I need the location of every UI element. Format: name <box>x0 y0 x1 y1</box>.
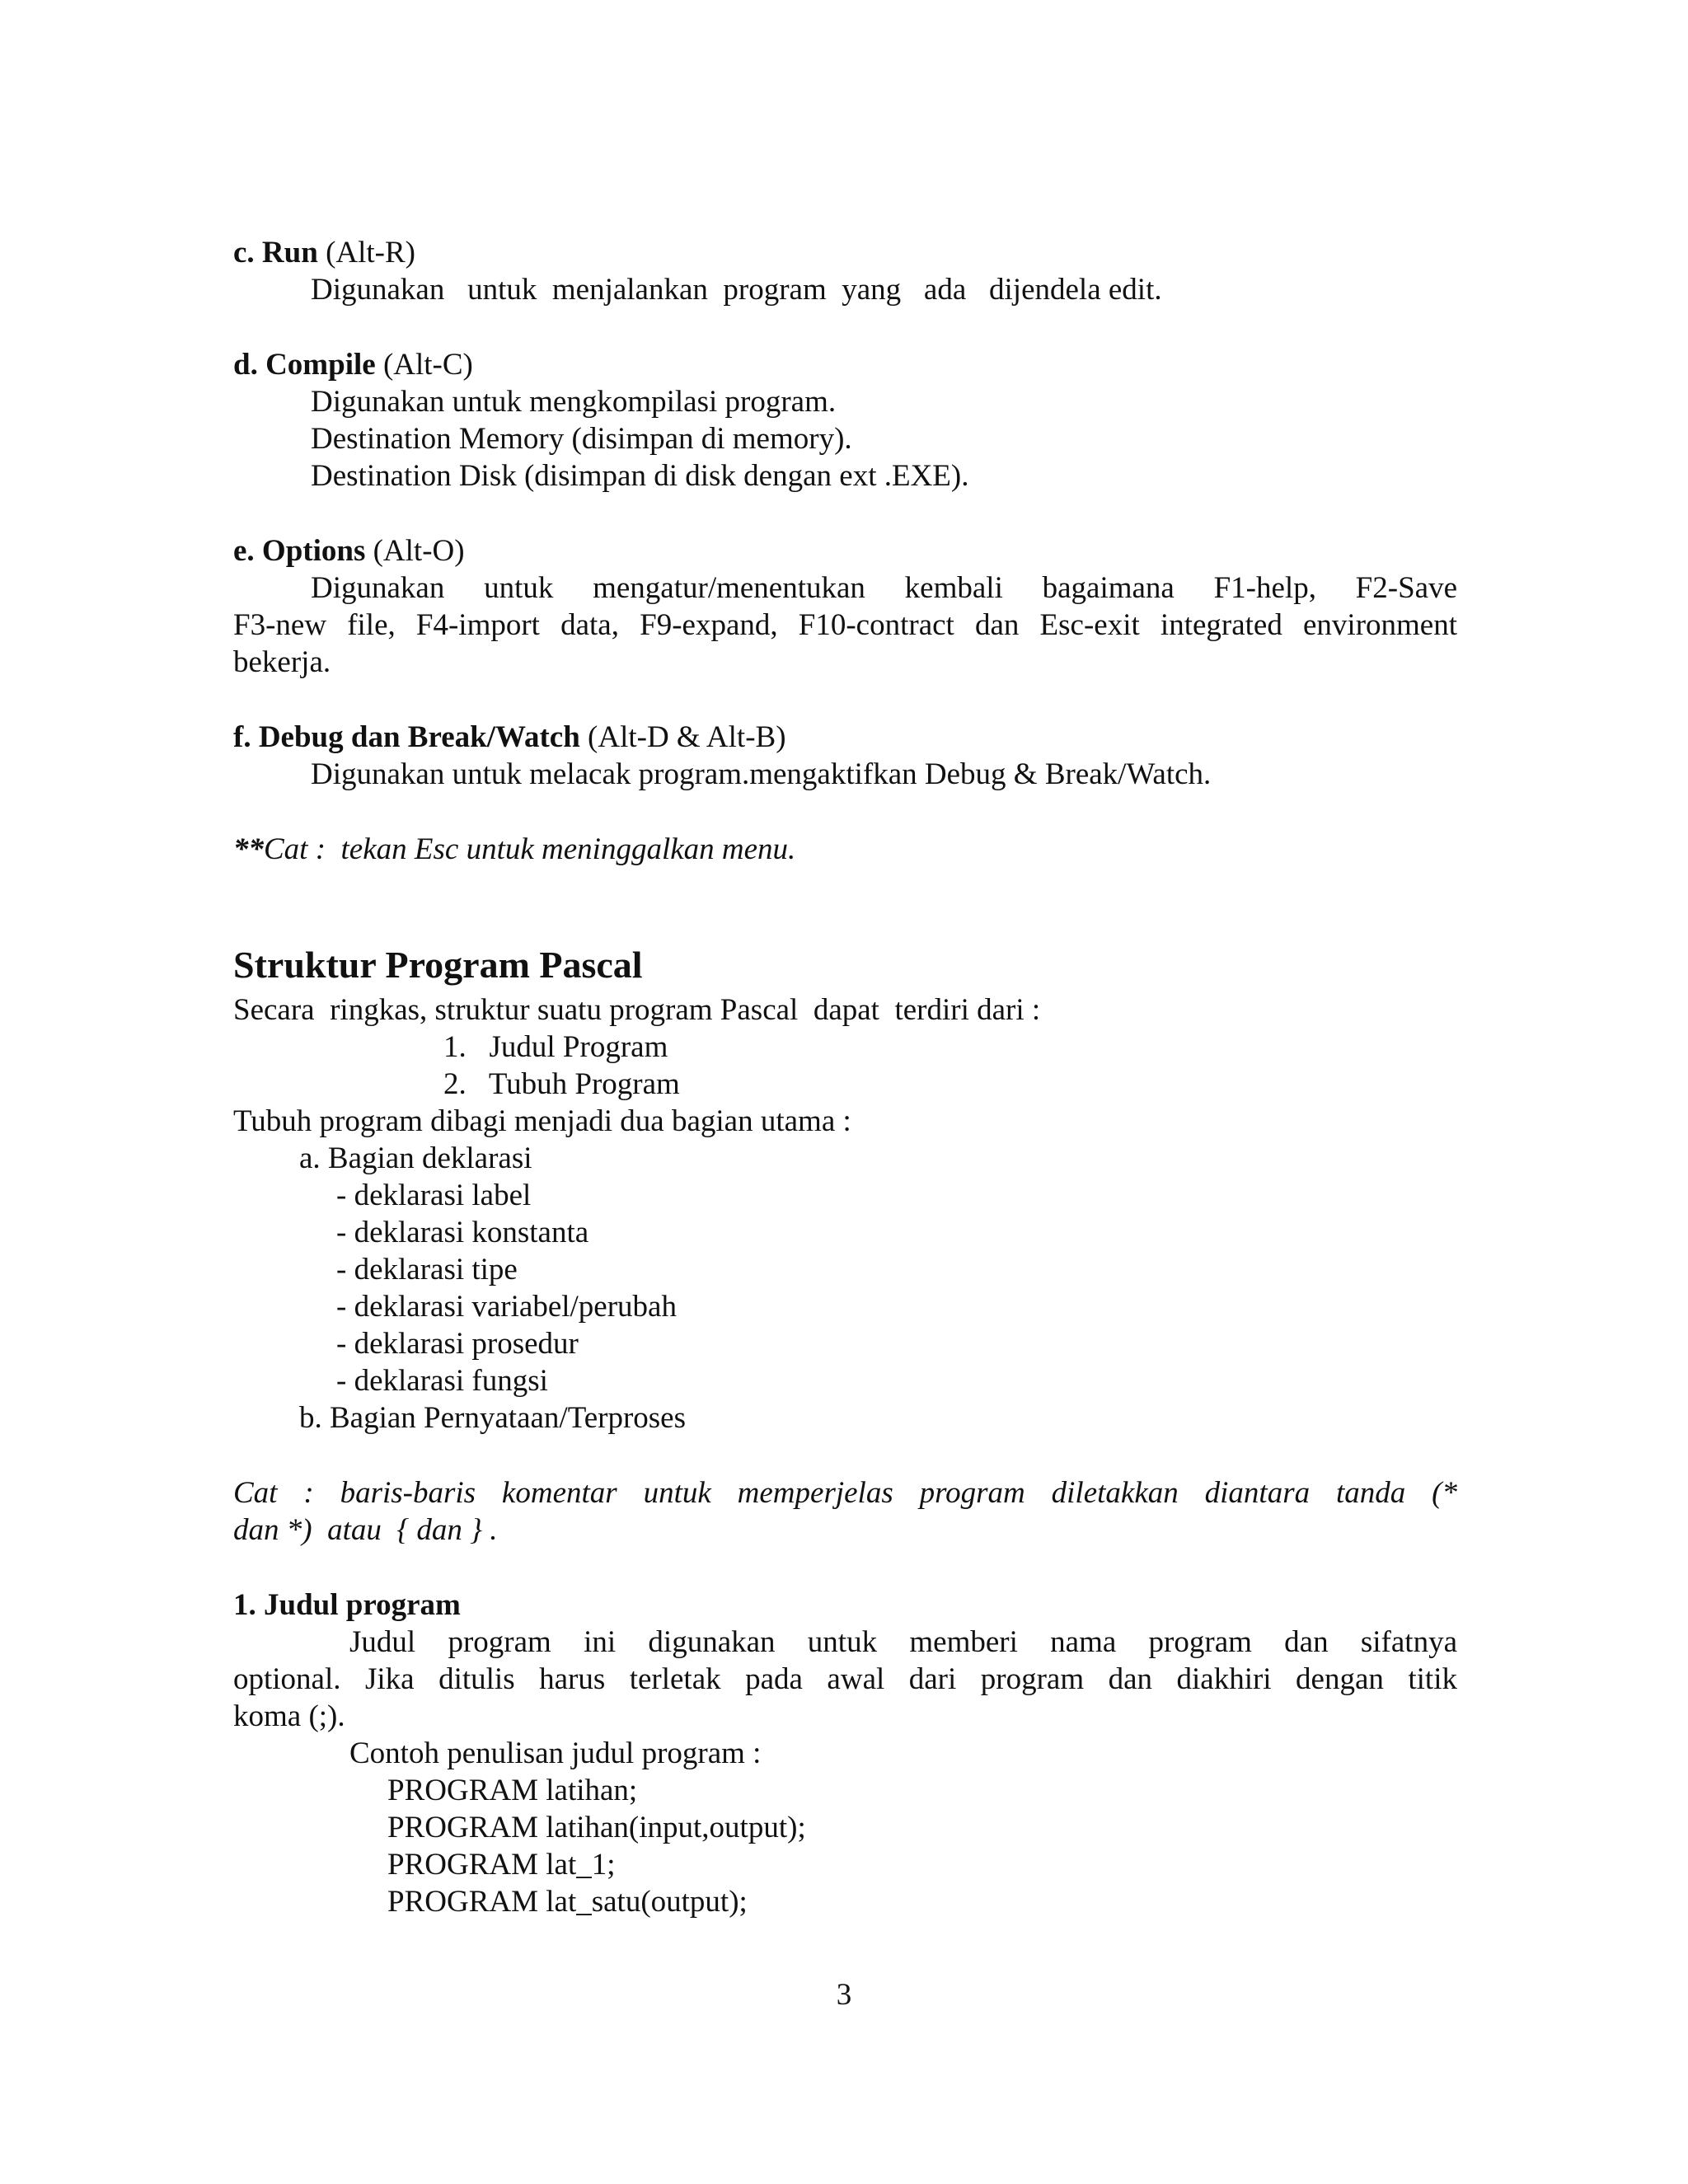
decl-item-fungsi: - deklarasi fungsi <box>336 1364 548 1398</box>
compile-line-3: Destination Disk (disimpan di disk dengan ext .EXE). <box>311 459 969 493</box>
run-heading <box>233 234 415 271</box>
body-intro: Tubuh program dibagi menjadi dua bagian utama : <box>233 1104 851 1138</box>
run-label: c. Run <box>233 236 318 269</box>
example-1: PROGRAM latihan; <box>387 1774 638 1807</box>
debug-heading <box>233 719 786 756</box>
part-a: a. Bagian deklarasi <box>299 1141 532 1175</box>
judul-line-3: koma (;). <box>233 1699 345 1733</box>
options-line-3: bekerja. <box>233 645 331 679</box>
decl-item-prosedur: - deklarasi prosedur <box>336 1327 579 1361</box>
decl-item-variabel: - deklarasi variabel/perubah <box>336 1290 677 1324</box>
comment-note-line-2: dan *) atau { dan } . <box>233 1513 498 1547</box>
debug-shortcut: (Alt-D & Alt-B) <box>579 720 786 754</box>
compile-line-2: Destination Memory (disimpan di memory). <box>311 422 852 456</box>
compile-heading <box>233 346 473 383</box>
page-number: 3 <box>836 1978 852 2012</box>
options-heading <box>233 532 465 569</box>
menu-note-text: Cat : tekan Esc untuk meninggalkan menu. <box>264 832 796 866</box>
comment-note-line-1: Cat : baris-baris komentar untuk memperjelas program diletakkan diantara tanda (* <box>233 1476 1457 1510</box>
judul-line-2: optional. Jika ditulis harus terletak pada awal dari program dan diakhiri dengan titik <box>233 1662 1457 1696</box>
run-shortcut: (Alt-R) <box>317 236 415 269</box>
run-description: Digunakan untuk menjalankan program yang ada dijendela edit. <box>311 273 1162 307</box>
compile-label: d. Compile <box>233 348 376 382</box>
part-b: b. Bagian Pernyataan/Terproses <box>299 1401 687 1435</box>
structure-heading: Struktur Program Pascal <box>233 944 643 986</box>
debug-description: Digunakan untuk melacak program.mengaktifkan Debug & Break/Watch. <box>311 757 1212 791</box>
menu-note-prefix: ** <box>233 832 264 866</box>
compile-line-1: Digunakan untuk mengkompilasi program. <box>311 385 837 419</box>
debug-label: f. Debug dan Break/Watch <box>233 720 580 754</box>
options-line-1: Digunakan untuk mengatur/menentukan kembali bagaimana F1-help, F2-Save <box>311 571 1457 605</box>
judul-heading: 1. Judul program <box>233 1588 461 1622</box>
compile-shortcut: (Alt-C) <box>375 348 473 382</box>
example-2: PROGRAM latihan(input,output); <box>387 1811 806 1844</box>
judul-line-1: Judul program ini digunakan untuk memberi nama program dan sifatnya <box>349 1625 1457 1659</box>
options-shortcut: (Alt-O) <box>365 534 465 568</box>
structure-item-1: 1. Judul Program <box>443 1030 668 1064</box>
example-intro: Contoh penulisan judul program : <box>349 1736 762 1770</box>
structure-item-2: 2. Tubuh Program <box>443 1067 680 1101</box>
structure-intro: Secara ringkas, struktur suatu program Pascal dapat terdiri dari : <box>233 993 1041 1027</box>
decl-item-tipe: - deklarasi tipe <box>336 1253 518 1286</box>
example-4: PROGRAM lat_satu(output); <box>387 1885 748 1919</box>
decl-item-konstanta: - deklarasi konstanta <box>336 1216 589 1249</box>
options-line-2: F3-new file, F4-import data, F9-expand, F10-contract dan Esc-exit integrated environment <box>233 608 1457 642</box>
example-3: PROGRAM lat_1; <box>387 1848 616 1882</box>
decl-item-label: - deklarasi label <box>336 1179 532 1212</box>
options-label: e. Options <box>233 534 366 568</box>
menu-note <box>233 831 795 868</box>
